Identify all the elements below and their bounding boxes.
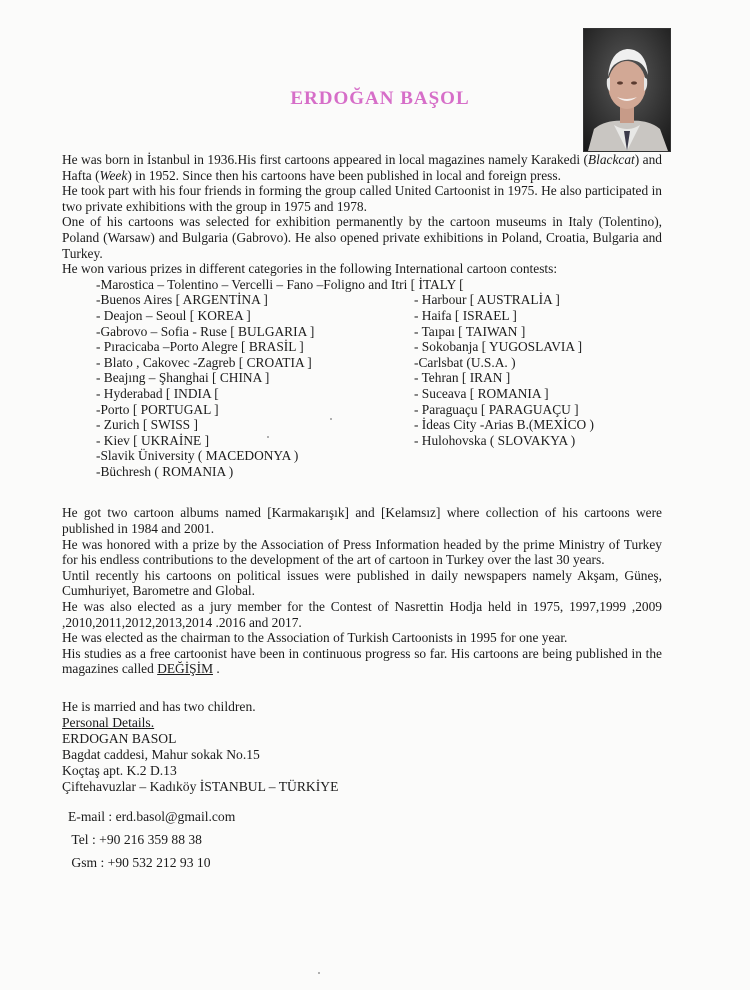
contest-item: - Haifa [ ISRAEL ] [414, 307, 517, 323]
personal-heading: Personal Details. [62, 715, 155, 730]
document-body [62, 152, 662, 874]
email-label: E-mail : [68, 809, 116, 824]
contest-item: - Sokobanja [ YUGOSLAVIA ] [414, 339, 583, 355]
email-row [68, 805, 662, 828]
career-text: . [212, 661, 220, 677]
contest-item: - Tehran [ IRAN ] [414, 370, 511, 386]
contest-column-right [414, 292, 696, 479]
contest-item: -Büchresh ( ROMANIA ) [96, 463, 234, 479]
contest-column-left [96, 292, 406, 479]
gsm-label: Gsm : [71, 855, 108, 870]
contest-item: -Slavik Üniversity ( MACEDONYA ) [96, 448, 299, 464]
career-text: His studies as a free cartoonist have been in continuous progress so far. His cartoons are being published in the magazines called [62, 645, 662, 677]
tel-row [68, 828, 662, 851]
bio-text: ) in 1952. Since then his cartoons have been published in local and [127, 167, 485, 183]
bio-text: He was born in İstanbul in 1936.His first cartoons appeared in local magazines namely Karakedi [62, 152, 581, 167]
address-line-1: Bagdat caddesi, Mahur sokak No.15 [62, 747, 260, 762]
bio-italic: Blackcat [587, 152, 635, 167]
scan-speck [267, 436, 269, 438]
contest-item: - Suceava [ ROMANIA ] [414, 385, 549, 401]
address-line-3: Çiftehavuzlar – Kadıköy İSTANBUL – TÜRKİYE [62, 779, 339, 794]
bio-paragraph-3: One of his cartoons was selected for exhibition permanently by the cartoon museums in Italy (Tolentino), Poland (Warsaw) and Bulgaria (Gabrovo). He also opened private exhibitions in Poland, Croatia, Bulgaria and Turkey. [62, 214, 662, 261]
contest-item: - Hyderabad [ INDIA [ [96, 385, 219, 401]
contest-item: - Blato , Cakovec -Zagreb [ CROATIA ] [96, 354, 312, 370]
gsm-value: +90 532 212 93 10 [107, 855, 211, 870]
email-value: erd.basol@gmail.com [115, 809, 236, 824]
magazine-name: DEĞİŞİM [157, 661, 213, 677]
career-paragraph-4: He was also elected as a jury member for the Contest of Nasrettin Hodja held in 1975, 1997,1999 ,2009 ,2010,2011,2012,2013,2014 .2016 and 2017. [62, 599, 662, 630]
career-paragraph-1: He got two cartoon albums named [Karmakarışık] and [Kelamsız] where collection of his cartoons were published in 1984 and 2001. [62, 505, 662, 537]
bio-paragraph-4: He won various prizes in different categories in the following International cartoon contests: [62, 261, 558, 277]
contest-item: - Pıracicaba –Porto Alegre [ BRASİL ] [96, 339, 304, 355]
gsm-row [68, 851, 662, 874]
contest-item: - İdeas City -Arias B.(MEXİCO ) [414, 417, 594, 433]
bio-italic: Week [99, 167, 128, 183]
contest-item: - Zurich [ SWISS ] [96, 417, 198, 433]
contest-italy: -Marostica – Tolentino – Vercelli – Fano –Foligno and Itri [ İTALY [ [96, 276, 464, 292]
contest-item: -Buenos Aires [ ARGENTİNA ] [96, 292, 268, 308]
bio-paragraph-1 [62, 152, 662, 183]
contest-item: -Carlsbat (U.S.A. ) [414, 354, 516, 370]
tel-value: +90 216 359 88 38 [99, 832, 202, 847]
spacer [62, 479, 662, 505]
career-paragraph-3: Until recently his cartoons on political issues were published in daily newspapers namely Akşam, Güneş, Cumhuriyet, Barometre and Global. [62, 567, 662, 599]
tel-label: Tel : [71, 832, 100, 847]
contest-item: - Paraguaçu [ PARAGUAÇU ] [414, 401, 579, 417]
contest-list [96, 277, 662, 480]
contest-item: - Taıpaı [ TAIWAN ] [414, 323, 526, 339]
spacer [62, 677, 662, 699]
contest-item: -Porto [ PORTUGAL ] [96, 401, 219, 417]
bio-paragraph-2: He took part with his four friends in forming the group called United Cartoonist in 1975. He also participated in two private exhibitions with the group in 1975 and 1978. [62, 183, 662, 214]
bio-text: ( [583, 152, 588, 167]
career-paragraph-2: He was honored with a prize by the Association of Press Information headed by the prime Ministry of Turkey for his endless contributions to the development of the art of cartoon in Turkey over the last 30 years. [62, 536, 662, 568]
personal-details [62, 699, 662, 795]
contest-item: - Deajon – Seoul [ KOREA ] [96, 307, 251, 323]
contest-item: - Harbour [ AUSTRALİA ] [414, 292, 560, 308]
career-paragraph-5: He was elected as the chairman to the Association of Turkish Cartoonists in 1995 for one year. [62, 630, 568, 646]
address-line-2: Koçtaş apt. K.2 D.13 [62, 763, 177, 778]
marital-status: He is married and has two children. [62, 699, 256, 714]
contest-item: -Gabrovo – Sofia - Ruse [ BULGARIA ] [96, 323, 315, 339]
personal-name: ERDOGAN BASOL [62, 731, 177, 746]
scan-speck [330, 418, 332, 420]
bio-text: foreign press. [488, 167, 561, 183]
contest-item: - Hulohovska ( SLOVAKYA ) [414, 432, 576, 448]
contest-item: - Kiev [ UKRAİNE ] [96, 432, 210, 448]
career-paragraph-6 [62, 646, 662, 677]
page-title: ERDOĞAN BAŞOL [290, 88, 470, 109]
bio-text: ) and Hafta ( [62, 152, 662, 183]
scan-speck [318, 972, 320, 974]
contest-item: - Beajıng – Şhanghai [ CHINA ] [96, 370, 270, 386]
contact-details [68, 805, 662, 874]
